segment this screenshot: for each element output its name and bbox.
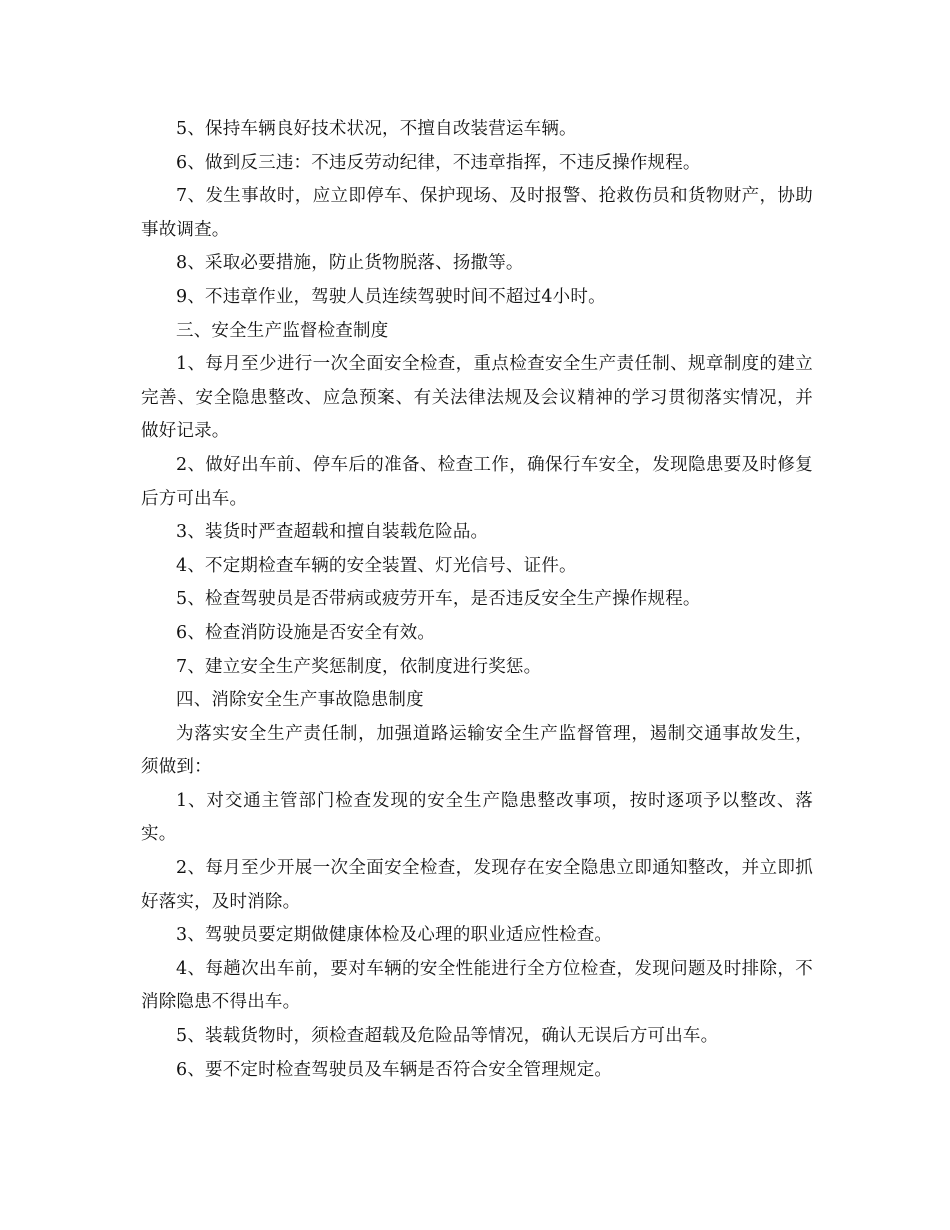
paragraph: 1、每月至少进行一次全面安全检查，重点检查安全生产责任制、规章制度的建立完善、安全隐患整改、应急预案、有关法律法规及会议精神的学习贯彻落实情况，并做好记录。 — [141, 354, 813, 442]
paragraph: 3、装货时严查超载和擅自装载危险品。 — [176, 522, 489, 543]
paragraph: 6、做到反三违：不违反劳动纪律，不违章指挥，不违反操作规程。 — [176, 152, 701, 173]
paragraph: 7、发生事故时，应立即停车、保护现场、及时报警、抢救伤员和货物财产，协助事故调查。 — [141, 186, 813, 240]
paragraph: 5、装载货物时，须检查超载及危险品等情况，确认无误后方可出车。 — [176, 1026, 719, 1047]
section-heading: 四、消除安全生产事故隐患制度 — [176, 690, 424, 711]
paragraph: 9、不违章作业，驾驶人员连续驾驶时间不超过4小时。 — [176, 286, 606, 307]
paragraph: 1、对交通主管部门检查发现的安全生产隐患整改事项，按时逐项予以整改、落实。 — [141, 790, 813, 845]
paragraph: 2、每月至少开展一次全面安全检查，发现存在安全隐患立即通知整改，并立即抓好落实，及时消除。 — [141, 858, 813, 912]
paragraph: 4、每趟次出车前，要对车辆的安全性能进行全方位检查，发现问题及时排除，不消除隐患不得出车。 — [141, 958, 813, 1013]
paragraph: 5、检查驾驶员是否带病或疲劳开车，是否违反安全生产操作规程。 — [176, 589, 701, 610]
paragraph: 8、采取必要措施，防止货物脱落、扬撒等。 — [176, 253, 524, 274]
paragraph: 6、检查消防设施是否安全有效。 — [176, 622, 436, 643]
paragraph: 7、建立安全生产奖惩制度，依制度进行奖惩。 — [176, 656, 542, 677]
paragraph: 2、做好出车前、停车后的准备、检查工作，确保行车安全，发现隐患要及时修复后方可出车。 — [141, 454, 813, 509]
paragraph: 6、要不定时检查驾驶员及车辆是否符合安全管理规定。 — [176, 1059, 613, 1080]
paragraph: 3、驾驶员要定期做健康体检及心理的职业适应性检查。 — [176, 925, 613, 946]
paragraph: 4、不定期检查车辆的安全装置、灯光信号、证件。 — [176, 555, 577, 576]
paragraph: 为落实安全生产责任制，加强道路运输安全生产监督管理，遏制交通事故发生，须做到： — [141, 723, 813, 778]
document-body — [141, 113, 813, 1087]
section-heading: 三、安全生产监督检查制度 — [176, 320, 389, 341]
paragraph: 5、保持车辆良好技术状况，不擅自改装营运车辆。 — [176, 119, 577, 139]
